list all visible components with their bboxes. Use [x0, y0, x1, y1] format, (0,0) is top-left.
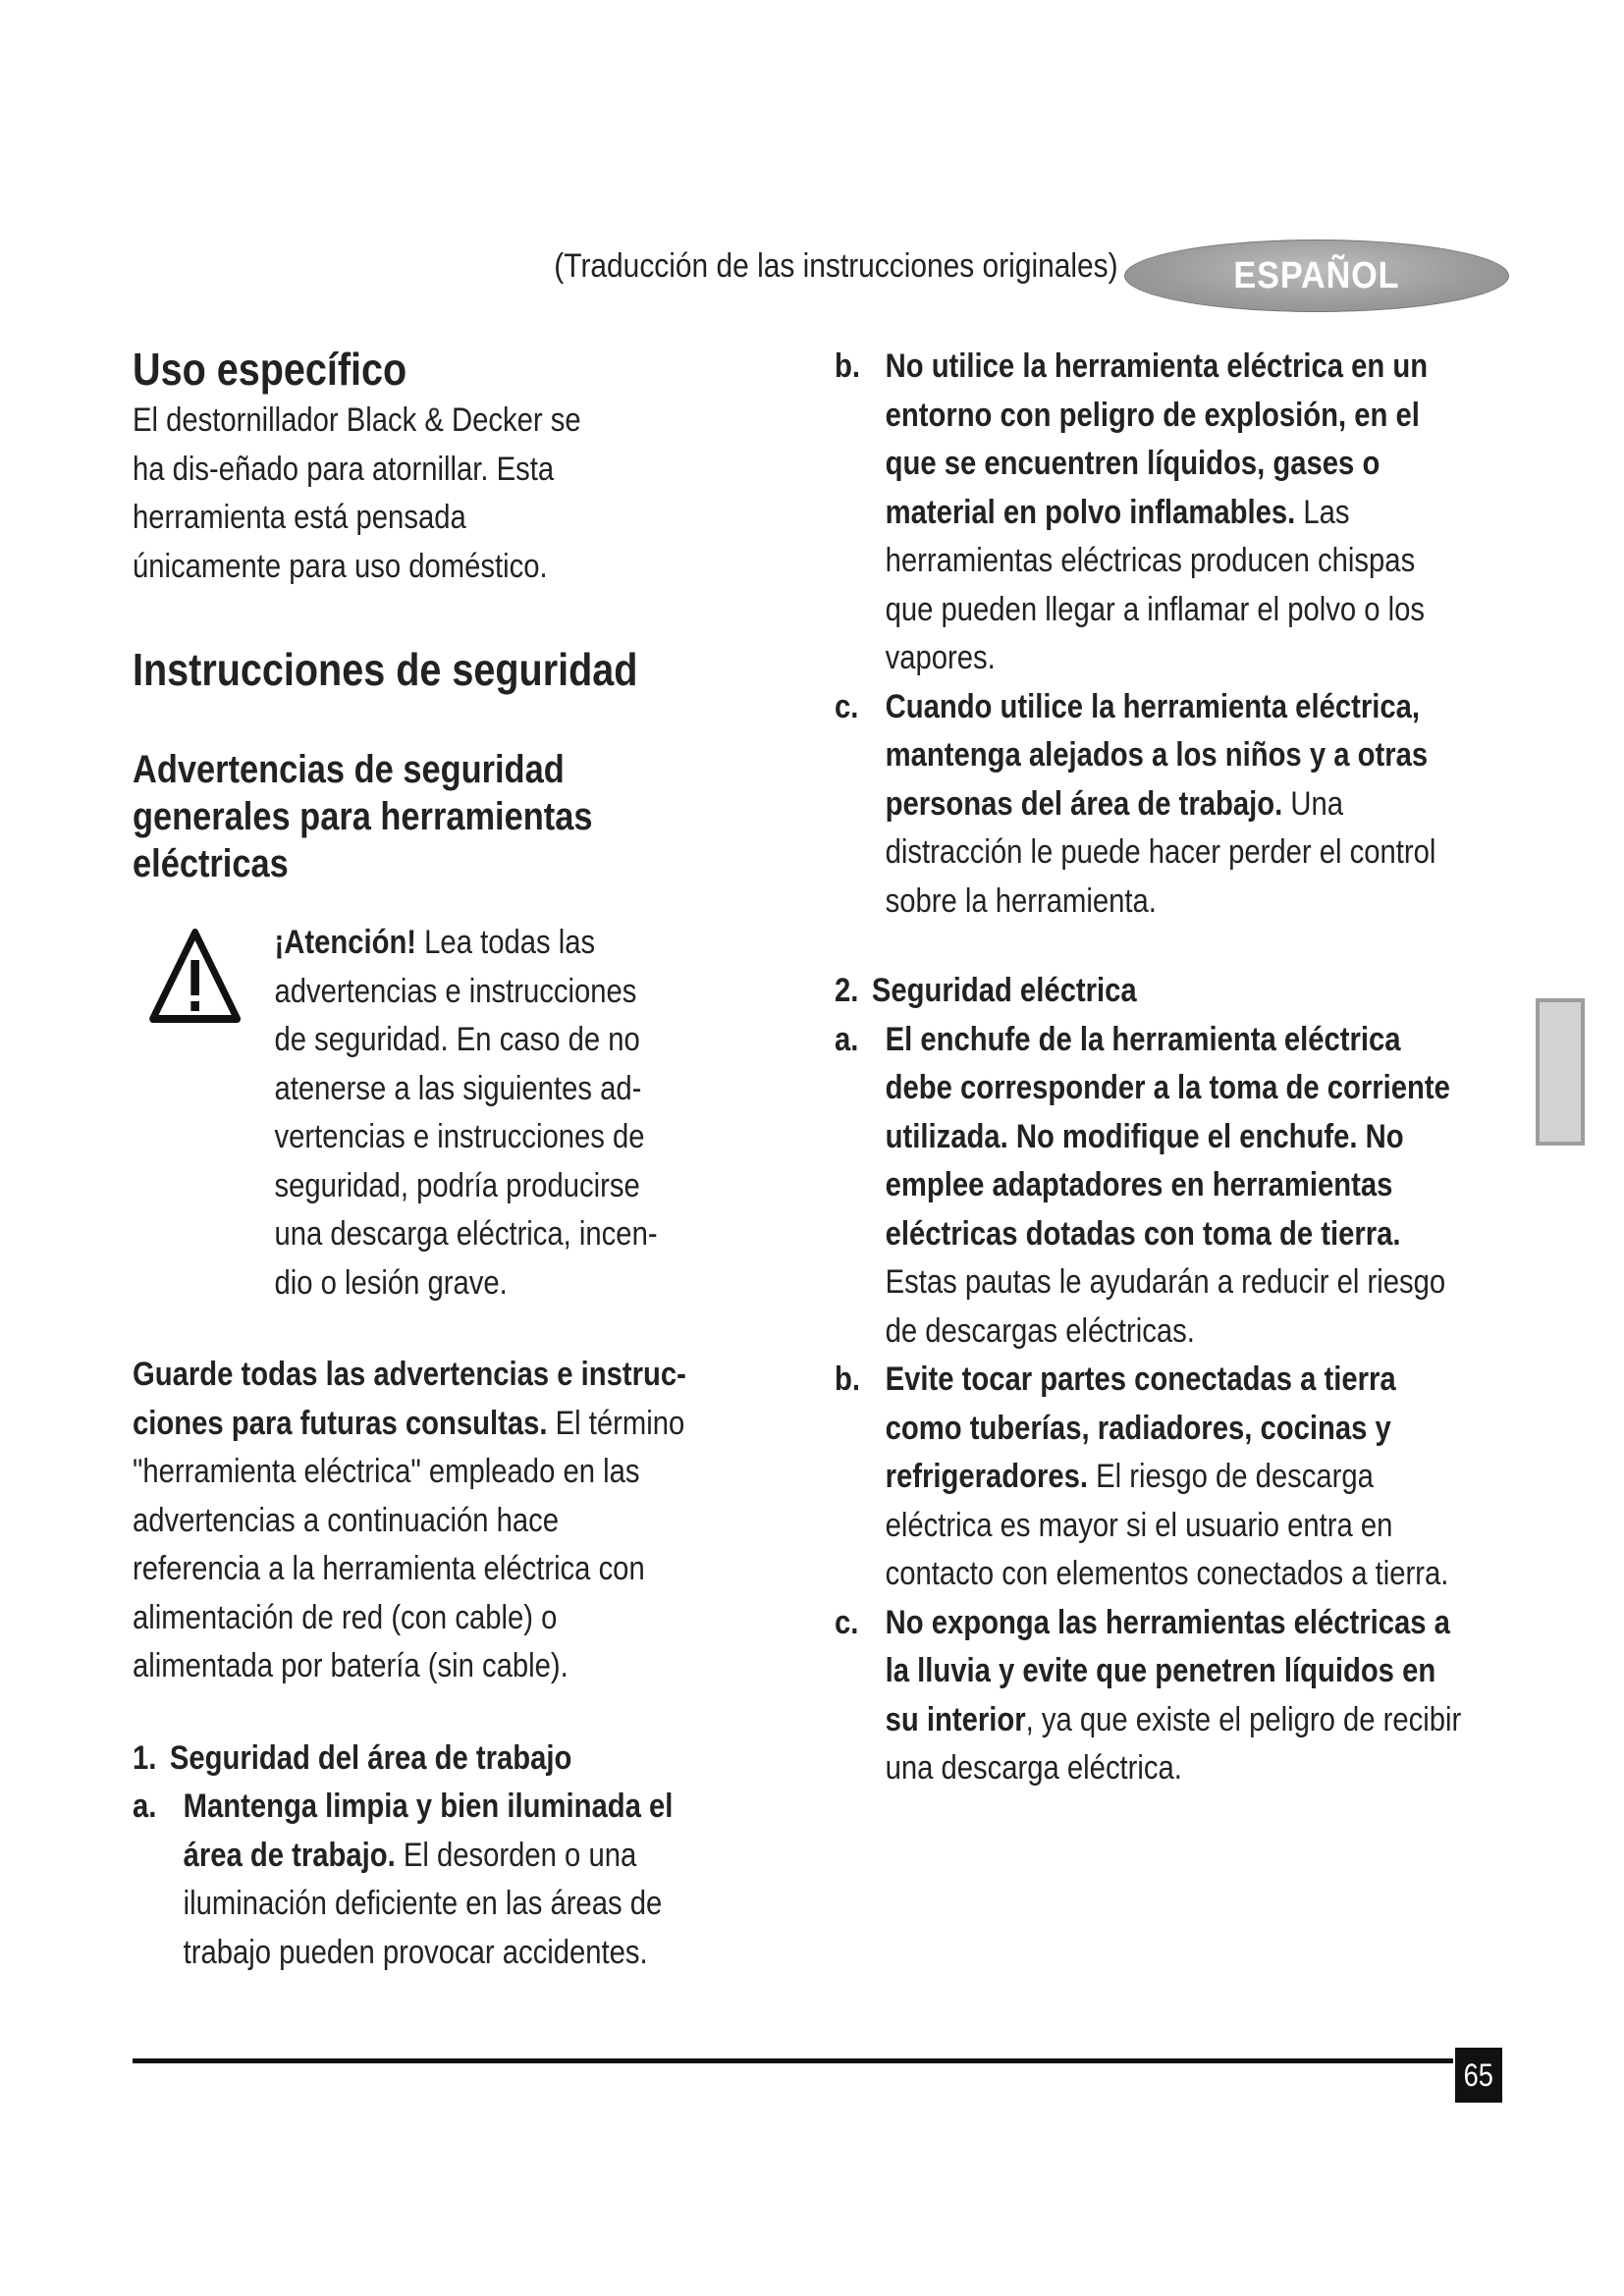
intended-use-heading: Uso específico — [133, 344, 407, 395]
translation-note: (Traducción de las instrucciones originales) — [554, 247, 1118, 285]
section-2-number: 2. — [835, 972, 859, 1009]
page-number-box — [1455, 2048, 1502, 2103]
item-1b-text: Las herramientas eléctricas producen chispas que pueden llegar a inflamar el polvo o los vapores. — [885, 493, 1426, 676]
section-1-title: Seguridad del área de trabajo — [169, 1738, 572, 1777]
language-badge — [1124, 240, 1509, 312]
footer-rule — [133, 2058, 1453, 2063]
intended-use-text: El destornillador Black & Decker se ha dis-eñado para atornillar. Esta herramienta está pensada únicamente para uso doméstico. — [133, 401, 581, 585]
item-1b-bold: No utilice la herramienta eléctrica en un entorno con peligro de explosión, en el que se encuentren líquidos, gases o material en polvo inflamables. — [885, 347, 1429, 531]
warning-attention: ¡Atención! — [274, 924, 417, 961]
keep-instructions-text — [133, 1351, 690, 1691]
item-2c-text: , ya que existe el peligro de recibir una descarga eléctrica. — [885, 1700, 1462, 1787]
item-2a-label: a. — [835, 1020, 859, 1058]
warning-text — [274, 919, 671, 1308]
warning-body: Lea todas las advertencias e instrucciones de seguridad. En caso de no atenerse a las siguientes ad-vertencias e instrucciones de seguridad, podría producirse una descarga eléctrica, incen-dio o lesión grave. — [274, 924, 658, 1302]
item-2b — [835, 1356, 1459, 1599]
item-1b — [835, 343, 1459, 683]
section-1-number: 1. — [133, 1738, 157, 1777]
item-1c-label: c. — [835, 687, 859, 725]
section-1-heading — [133, 1735, 779, 1784]
item-1b-label: b. — [835, 347, 860, 385]
item-2b-label: b. — [835, 1361, 860, 1398]
item-2a — [835, 1016, 1459, 1357]
item-1a-text: El desorden o una iluminación deficiente en las áreas de trabajo pueden provocar accidentes. — [183, 1836, 663, 1971]
keep-instructions-body: El término "herramienta eléctrica" empleado en las advertencias a continuación hace referencia a la herramienta eléctrica con alimentación de red (con cable) o alimentada por batería (sin cable). — [133, 1404, 685, 1684]
item-2a-text: Estas pautas le ayudarán a reducir el riesgo de descargas eléctricas. — [885, 1263, 1446, 1350]
section-side-tab — [1536, 998, 1585, 1146]
right-column — [835, 343, 1512, 1793]
item-1c-bold: Cuando utilice la herramienta eléctrica, mantenga alejados a los niños y a otras personas del área de trabajo. — [885, 687, 1429, 823]
general-warnings-heading: Advertencias de seguridad generales para herramientas eléctricas — [133, 748, 593, 885]
item-1a — [133, 1783, 690, 1977]
item-2c — [835, 1599, 1468, 1793]
safety-instructions-heading: Instrucciones de seguridad — [133, 644, 638, 695]
section-2-heading — [835, 967, 1510, 1016]
item-1a-bold: Mantenga limpia y bien iluminada el área de trabajo. — [183, 1788, 674, 1874]
item-2b-text: El riesgo de descarga eléctrica es mayor si el usuario entra en contacto con elementos conectados a tierra. — [885, 1458, 1449, 1592]
warning-block — [133, 919, 779, 1308]
item-1c — [835, 683, 1468, 927]
keep-instructions-bold: Guarde todas las advertencias e instruc-ciones para futuras consultas. — [133, 1356, 686, 1442]
item-2c-bold: No exponga las herramientas eléctricas a la lluvia y evite que penetren líquidos en su interior — [885, 1603, 1450, 1738]
left-column — [133, 342, 781, 1977]
item-1c-text: Una distracción le puede hacer perder el control sobre la herramienta. — [885, 784, 1436, 920]
item-2b-bold: Evite tocar partes conectadas a tierra como tuberías, radiadores, cocinas y refrigeradores. — [885, 1361, 1396, 1495]
section-2-title: Seguridad eléctrica — [871, 972, 1137, 1009]
language-label: ESPAÑOL — [1233, 254, 1400, 296]
item-1a-label: a. — [133, 1788, 157, 1825]
warning-triangle-icon — [147, 927, 242, 1025]
item-2c-label: c. — [835, 1603, 859, 1641]
page-number: 65 — [1463, 2057, 1494, 2093]
item-2a-bold: El enchufe de la herramienta eléctrica debe corresponder a la toma de corriente utilizada. No modifique el enchufe. No emplee adaptadores en herramientas eléctricas dotadas con toma de tierra. — [885, 1020, 1450, 1253]
